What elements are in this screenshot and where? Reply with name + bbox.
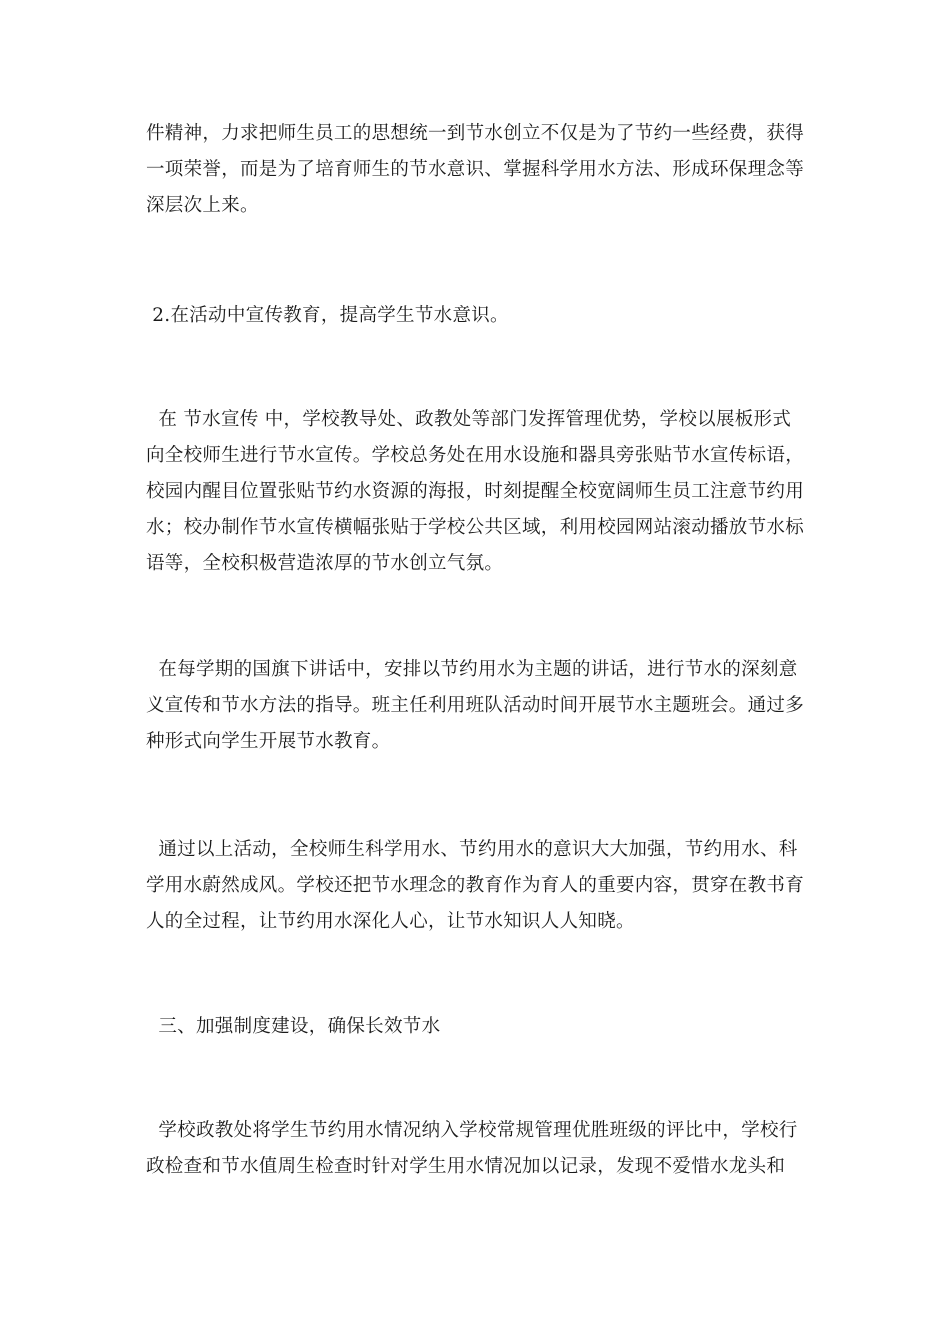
- paragraph-activity-results: 通过以上活动，全校师生科学用水、节约用水的意识大大加强，节约用水、科学用水蔚然成风。学校还把节水理念的教育作为育人的重要内容，贯穿在教书育人的全过程，让节约用水深化人心，让节水知识人人知晓。: [146, 839, 805, 932]
- subheading-publicity-education: 2.在活动中宣传教育，提高学生节水意识。: [146, 305, 509, 326]
- paragraph-flag-speech: 在每学期的国旗下讲话中，安排以节约用水为主题的讲话，进行节水的深刻意义宣传和节水方法的指导。班主任利用班队活动时间开展节水主题班会。通过多种形式向学生开展节水教育。: [146, 659, 805, 752]
- paragraph-continuation: 件精神，力求把师生员工的思想统一到节水创立不仅是为了节约一些经费，获得一项荣誉，而是为了培育师生的节水意识、掌握科学用水方法、形成环保理念等深层次上来。: [146, 123, 805, 216]
- paragraph-inspection: 学校政教处将学生节约用水情况纳入学校常规管理优胜班级的评比中，学校行政检查和节水值周生检查时针对学生用水情况加以记录，发现不爱惜水龙头和: [146, 1120, 798, 1177]
- paragraph-publicity-campaign: 在 节水宣传 中，学校教导处、政教处等部门发挥管理优势，学校以展板形式向全校师生进行节水宣传。学校总务处在用水设施和器具旁张贴节水宣传标语，校园内醒目位置张贴节约水资源的海报，时刻提醒全校宽阔师生员工注意节约用水；校办制作节水宣传横幅张贴于学校公共区域，利用校园网站滚动播放节水标语等，全校积极营造浓厚的节水创立气氛。: [146, 409, 805, 574]
- section-heading-system-building: 三、加强制度建设，确保长效节水: [146, 1016, 441, 1037]
